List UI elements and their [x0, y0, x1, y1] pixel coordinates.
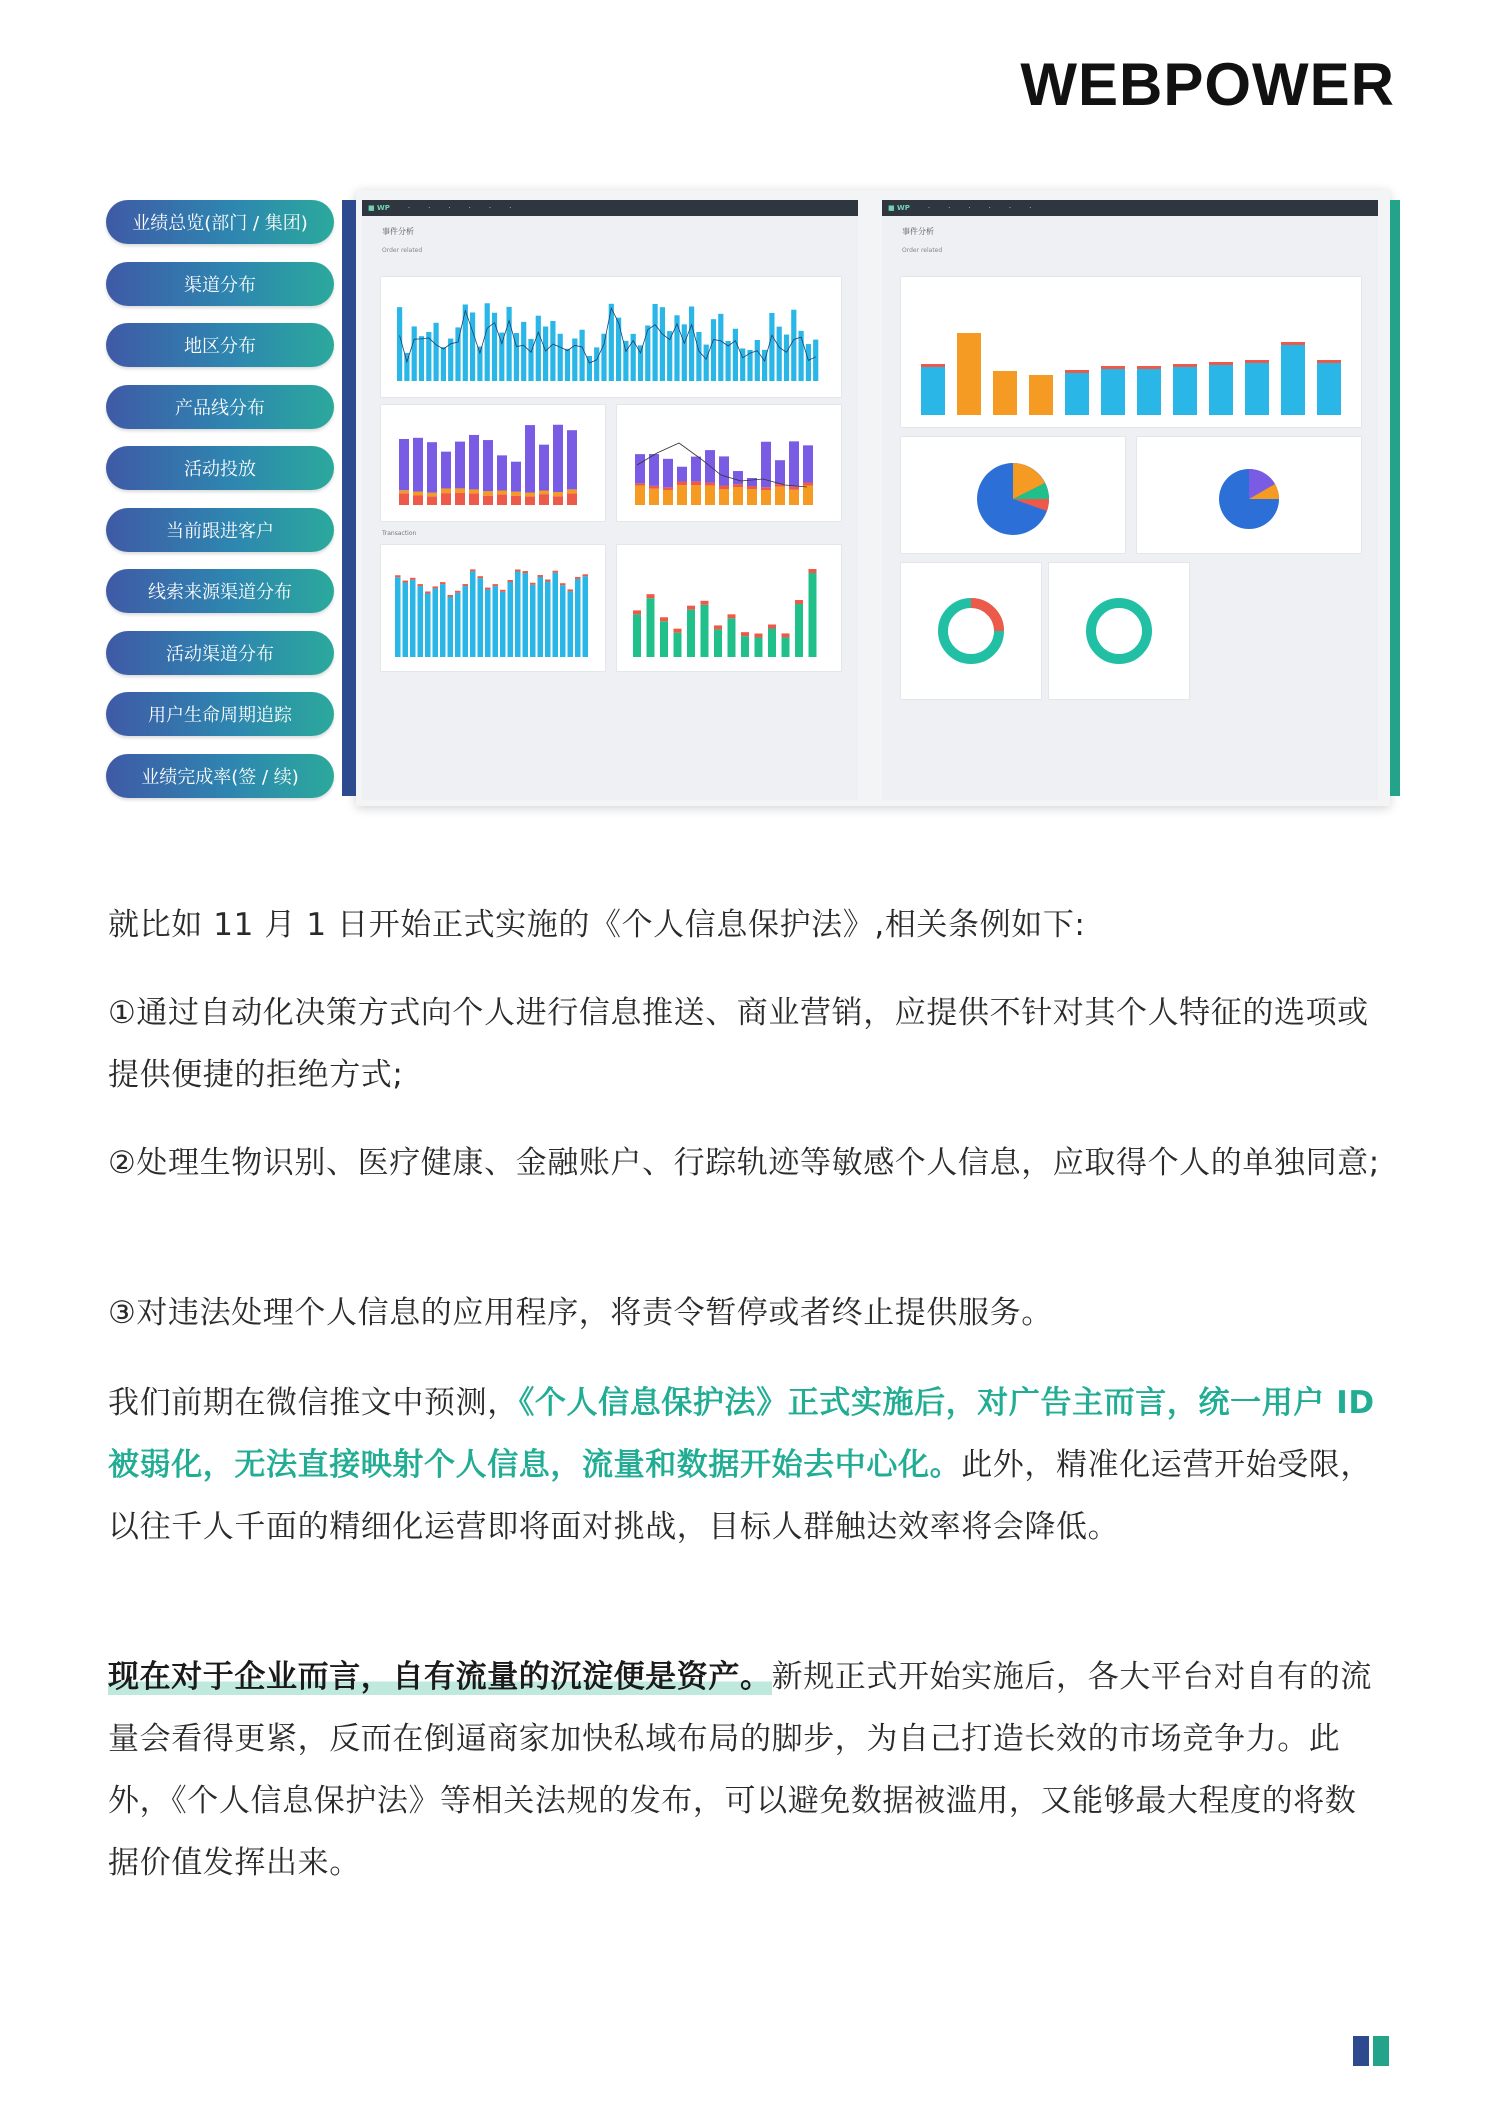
assets-highlight: 现在对于企业而言，自有流量的沉淀便是资产。 — [108, 1659, 772, 1695]
prediction-lead: 我们前期在微信推文中预测， — [108, 1385, 519, 1421]
topbar: ■ WP · · · · · · — [362, 200, 858, 216]
bar — [497, 491, 507, 495]
bar — [775, 460, 785, 484]
section-label-transaction: Transaction — [382, 530, 417, 537]
bar — [1209, 362, 1233, 365]
bar — [463, 586, 469, 657]
bar — [440, 582, 446, 584]
bar — [813, 340, 818, 381]
bar — [500, 590, 506, 592]
decor-bar-left — [342, 200, 356, 796]
bar — [803, 445, 813, 482]
bar — [493, 584, 499, 586]
decor-bar-right — [1390, 200, 1400, 796]
bar — [478, 578, 484, 657]
bar — [483, 440, 493, 491]
bar — [455, 591, 461, 593]
bar — [1281, 345, 1305, 415]
bar — [728, 614, 736, 618]
bar — [674, 315, 679, 381]
bar — [701, 605, 709, 657]
bar — [645, 325, 650, 381]
menu-item-lifecycle[interactable]: 用户生命周期追踪 — [106, 692, 334, 736]
bar — [747, 478, 757, 486]
bar — [601, 334, 606, 381]
bar — [580, 330, 585, 381]
bar — [485, 590, 491, 657]
bar — [635, 483, 645, 485]
bar — [455, 593, 461, 657]
bar — [572, 338, 577, 381]
menu-item-performance-overview[interactable]: 业绩总览(部门 / 集团) — [106, 200, 334, 244]
bar-series — [397, 303, 818, 381]
line-series — [400, 308, 816, 363]
bar — [441, 488, 451, 493]
assets-body: 新规正式开始实施后，各大平台对自有的流量会看得更紧，反而在倒逼商家加快私域布局的脚步，为自己打造长效的市场竞争力。此外，《个人信息保护法》等相关法规的发布，可以避免数据被滥用，又能够最大程度的将数据价值发挥出来。 — [108, 1659, 1373, 1881]
bar — [993, 371, 1017, 415]
product-bar-card — [380, 544, 606, 672]
bar — [782, 633, 790, 637]
menu-item-region-distribution[interactable]: 地区分布 — [106, 323, 334, 367]
bar — [455, 442, 465, 489]
bar — [412, 326, 417, 381]
bar — [711, 319, 716, 381]
bar — [1245, 363, 1269, 415]
bar — [399, 490, 409, 493]
bar — [714, 629, 722, 657]
bar — [419, 336, 424, 381]
bar — [747, 486, 757, 489]
bar — [674, 633, 682, 657]
report-menu — [106, 200, 334, 815]
bar-series — [921, 333, 1341, 415]
bar — [550, 321, 555, 381]
bar — [957, 333, 981, 415]
bar — [649, 454, 659, 486]
bar — [768, 624, 776, 628]
bar — [1281, 342, 1305, 345]
bar — [633, 610, 641, 614]
bar — [691, 485, 701, 505]
bar — [399, 439, 409, 490]
bar — [403, 581, 409, 583]
bar — [1173, 367, 1197, 415]
bar — [485, 588, 491, 590]
bar — [483, 496, 493, 505]
bar — [663, 490, 673, 505]
pie-card-2 — [1136, 436, 1362, 554]
menu-item-campaign-delivery[interactable]: 活动投放 — [106, 446, 334, 490]
bar — [497, 494, 507, 505]
bar — [508, 580, 514, 582]
bar — [440, 584, 446, 657]
stacked-card-2 — [616, 404, 842, 522]
bar — [538, 577, 544, 657]
bar — [469, 435, 479, 489]
bar — [500, 592, 506, 657]
green-bar-card — [616, 544, 842, 672]
dashboard-panel-right — [882, 200, 1378, 800]
prediction-tail: 此外，精准化运营开始受限，以往千人千面的精细化运营即将面对挑战，目标人群触达效率将会降低。 — [108, 1447, 1373, 1545]
bar — [733, 487, 743, 505]
bar — [399, 493, 409, 505]
bar — [1317, 360, 1341, 363]
bar — [560, 585, 566, 657]
bar — [761, 487, 771, 490]
panel-title: 事件分析 — [382, 227, 414, 236]
bar — [1101, 366, 1125, 369]
bar — [1137, 369, 1161, 415]
multi-bar-card — [900, 276, 1362, 428]
bar — [704, 345, 709, 381]
bar — [441, 452, 451, 489]
bar — [539, 491, 549, 495]
bar — [397, 307, 402, 381]
bar — [470, 569, 476, 571]
bar — [696, 332, 701, 381]
bar — [663, 487, 673, 490]
bar — [718, 314, 723, 381]
bar — [538, 575, 544, 577]
bar — [418, 586, 424, 657]
bar — [755, 340, 760, 381]
bar — [784, 335, 789, 381]
donut-chart — [1049, 563, 1189, 699]
bar — [553, 573, 559, 657]
paragraph-assets — [108, 1646, 1388, 1894]
bar — [687, 610, 695, 657]
bar — [470, 312, 475, 381]
bar — [483, 491, 493, 496]
bar — [418, 584, 424, 586]
bar — [1101, 369, 1125, 415]
bar — [508, 582, 514, 657]
bar — [733, 471, 743, 484]
bar — [448, 595, 454, 597]
bar — [719, 489, 729, 505]
bar — [455, 493, 465, 505]
bar — [768, 628, 776, 657]
bar — [660, 307, 665, 381]
bar — [427, 493, 437, 497]
bar — [803, 485, 813, 505]
bar — [530, 583, 536, 585]
prediction-highlight: 《个人信息保护法》正式实施后，对广告主而言，统一用户 ID 被弱化，无法直接映射个人信息，流量和数据开始去中心化。 — [108, 1385, 1375, 1483]
bar — [638, 345, 643, 381]
topbar: ■ WP · · · · · · — [882, 200, 1378, 216]
bar — [553, 496, 563, 505]
bar — [677, 467, 687, 482]
bar — [523, 571, 529, 573]
bar — [463, 584, 469, 586]
section-label-order: Order related — [382, 247, 423, 254]
bar — [470, 571, 476, 657]
bar — [728, 618, 736, 657]
bar-line-card — [380, 276, 842, 398]
bar — [413, 496, 423, 505]
pie-chart — [901, 437, 1125, 553]
bar — [511, 462, 521, 492]
bar — [921, 364, 945, 367]
bar — [528, 339, 533, 381]
bar — [395, 575, 401, 577]
donut-chart — [901, 563, 1041, 699]
bar — [594, 347, 599, 381]
bar — [455, 488, 465, 493]
bar — [536, 316, 541, 381]
page-marker — [1353, 2036, 1389, 2066]
bar-series — [395, 569, 588, 657]
bar — [525, 496, 535, 505]
page-marker-bar — [1353, 2036, 1369, 2066]
bar — [525, 493, 535, 497]
bar — [660, 617, 668, 621]
bar — [448, 597, 454, 657]
bar — [425, 593, 431, 657]
bar — [413, 438, 423, 492]
bar — [647, 598, 655, 657]
dashboard-screenshot — [356, 190, 1390, 806]
bar — [434, 323, 439, 381]
bar — [469, 493, 479, 505]
bar — [395, 577, 401, 657]
bar — [674, 629, 682, 633]
bar — [583, 576, 589, 657]
bar — [1317, 363, 1341, 415]
bar — [427, 442, 437, 493]
bar — [575, 577, 581, 579]
bar — [663, 459, 673, 488]
webpower-logo: WEBPOWER — [1020, 51, 1395, 118]
paragraph-item-2: ②处理生物识别、医疗健康、金融账户、行踪轨迹等敏感个人信息，应取得个人的单独同意; — [108, 1145, 1380, 1181]
donut-segment — [971, 603, 999, 631]
menu-item-campaign-channel[interactable]: 活动渠道分布 — [106, 631, 334, 675]
bar — [485, 303, 490, 381]
bar — [1209, 365, 1233, 415]
panel-title: 事件分析 — [902, 227, 934, 236]
bar — [511, 492, 521, 496]
stacked-card-1 — [380, 404, 606, 522]
bar — [653, 304, 658, 381]
page-marker-bar — [1373, 2036, 1389, 2066]
bar — [777, 327, 782, 381]
bar — [403, 583, 409, 657]
bar — [616, 318, 621, 381]
bar — [427, 496, 437, 505]
bar — [553, 571, 559, 573]
bar — [530, 585, 536, 657]
bar — [1245, 360, 1269, 363]
bar — [433, 588, 439, 657]
bar — [677, 482, 687, 486]
bar — [789, 487, 799, 490]
bar — [791, 310, 796, 381]
bar — [469, 489, 479, 493]
bar — [425, 591, 431, 593]
paragraph-prediction — [108, 1372, 1388, 1558]
bar — [789, 441, 799, 486]
donut-ring — [1091, 603, 1147, 659]
bar-line-chart — [381, 277, 841, 397]
menu-item-product-line[interactable]: 产品线分布 — [106, 385, 334, 429]
stacked-bar-series — [399, 425, 577, 505]
dashboard-panel-left — [362, 200, 858, 800]
bar — [741, 636, 749, 657]
bar — [769, 313, 774, 381]
bar — [726, 341, 731, 381]
app-logo: ■ WP — [888, 204, 910, 212]
bar — [568, 591, 574, 657]
bar — [623, 341, 628, 381]
bar — [493, 586, 499, 657]
paragraph-item-3: ③对违法处理个人信息的应用程序，将责令暂停或者终止提供服务。 — [108, 1295, 1053, 1331]
bar — [433, 586, 439, 588]
bar — [809, 573, 817, 657]
bar — [741, 632, 749, 636]
app-logo: ■ WP — [368, 204, 390, 212]
bar — [499, 333, 504, 381]
bar — [635, 454, 645, 483]
bar — [507, 307, 512, 381]
bar — [677, 485, 687, 505]
menu-item-lead-source[interactable]: 线索来源渠道分布 — [106, 569, 334, 613]
bar — [545, 579, 551, 581]
bar — [565, 349, 570, 381]
bar — [545, 581, 551, 657]
bar — [921, 367, 945, 415]
bar — [733, 329, 738, 381]
bar — [761, 490, 771, 505]
bar — [649, 489, 659, 505]
paragraph-intro: 就比如 11 月 1 日开始正式实施的《个人信息保护法》,相关条例如下: — [108, 907, 1086, 943]
bar-series — [633, 569, 817, 657]
bar — [747, 489, 757, 505]
bar — [633, 614, 641, 657]
bar — [795, 600, 803, 604]
bar — [543, 327, 548, 381]
paragraph-item-1: ①通过自动化决策方式向个人进行信息推送、商业营销，应提供不针对其个人特征的选项或提供便捷的拒绝方式; — [108, 995, 1369, 1093]
bar — [1173, 364, 1197, 367]
bar — [553, 425, 563, 492]
bar — [803, 483, 813, 486]
section-label-order: Order related — [902, 247, 943, 254]
donut-card-1 — [900, 562, 1042, 700]
bar — [560, 583, 566, 585]
bar — [515, 571, 521, 657]
pie-card-1 — [900, 436, 1126, 554]
bar — [441, 347, 446, 381]
bar — [568, 589, 574, 591]
bar — [691, 481, 701, 485]
bar — [733, 484, 743, 487]
bar — [515, 569, 521, 571]
bar — [410, 578, 416, 580]
bar — [1065, 370, 1089, 373]
bar — [413, 492, 423, 496]
bar — [689, 306, 694, 381]
bar — [539, 494, 549, 505]
menu-item-channel-distribution[interactable]: 渠道分布 — [106, 262, 334, 306]
bar — [1029, 375, 1053, 415]
bar — [809, 569, 817, 573]
bar — [682, 324, 687, 381]
bar — [1065, 373, 1089, 415]
bar — [567, 489, 577, 493]
bar — [691, 457, 701, 482]
bar — [755, 634, 763, 638]
bar — [410, 580, 416, 657]
bar — [647, 594, 655, 598]
bar — [806, 344, 811, 381]
bar — [701, 601, 709, 605]
bar — [649, 486, 659, 489]
bar — [478, 576, 484, 578]
bar — [660, 621, 668, 657]
bar — [635, 485, 645, 505]
donut-card-2 — [1048, 562, 1190, 700]
menu-item-completion-rate[interactable]: 业绩完成率(签 / 续) — [106, 754, 334, 798]
bar — [567, 430, 577, 489]
bar — [553, 492, 563, 496]
bar — [1137, 366, 1161, 369]
bar — [525, 425, 535, 492]
pie-chart — [1137, 437, 1361, 553]
bar — [523, 573, 529, 657]
bar — [441, 493, 451, 505]
bar — [558, 334, 563, 381]
bar — [687, 606, 695, 610]
bar — [575, 579, 581, 657]
bar — [714, 625, 722, 629]
bar — [775, 487, 785, 505]
bar — [755, 638, 763, 657]
bar — [795, 604, 803, 657]
bar — [567, 493, 577, 505]
bar — [705, 485, 715, 505]
bar — [539, 445, 549, 491]
bar — [583, 574, 589, 576]
bar — [511, 496, 521, 505]
bar — [705, 483, 715, 486]
bar — [719, 456, 729, 485]
bar — [782, 637, 790, 657]
bar — [521, 322, 526, 381]
bar — [789, 490, 799, 505]
bar — [719, 486, 729, 490]
menu-item-current-customers[interactable]: 当前跟进客户 — [106, 508, 334, 552]
bar — [497, 455, 507, 490]
